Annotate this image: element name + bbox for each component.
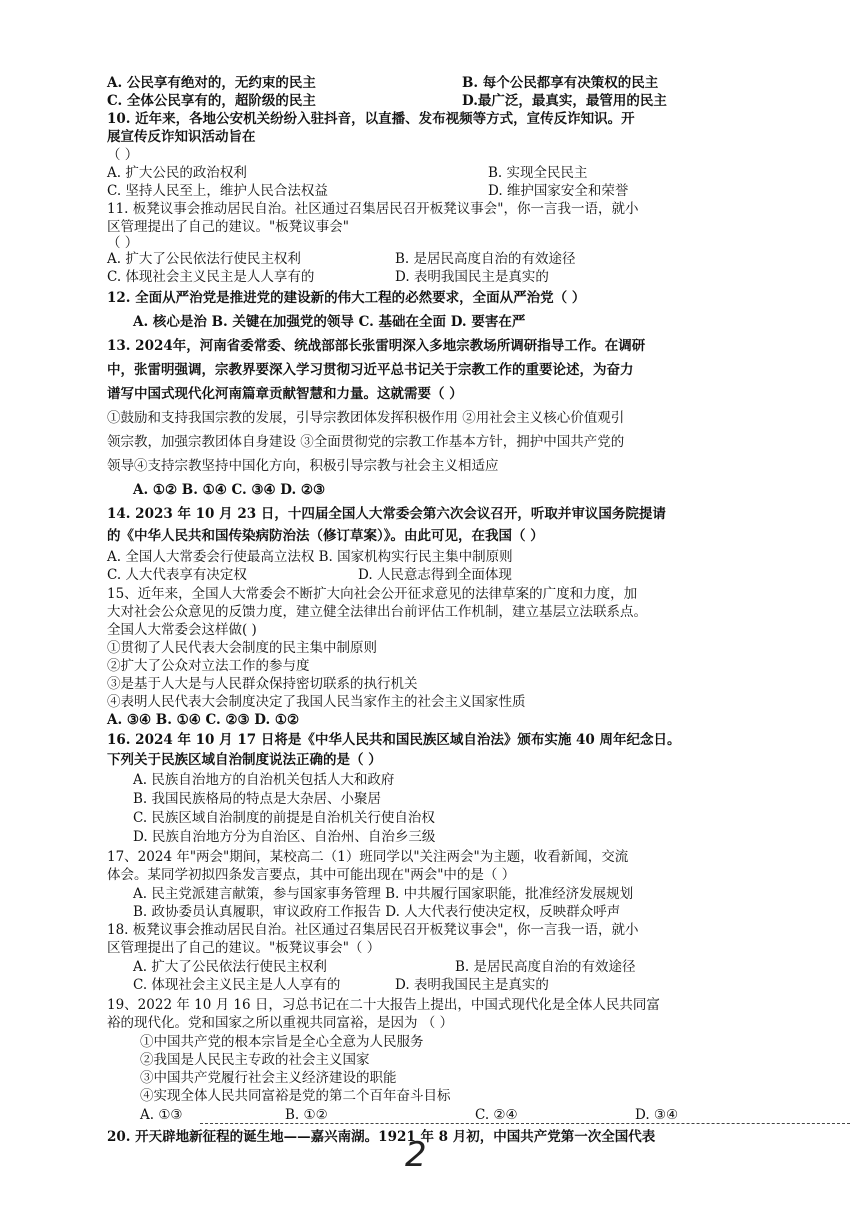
q13-statements-line1: ①鼓励和支持我国宗教的发展，引导宗教团体发挥积极作用 ②用社会主义核心价值观引 [107,410,625,426]
q12-options: A. 核心是治 B. 关键在加强党的领导 C. 基础在全面 D. 要害在严 [133,314,526,330]
q16-stem-line2: 下列关于民族区域自治制度说法正确的是（ ） [107,752,382,768]
q10-option-b: B. 实现全民民主 [488,165,588,181]
q10-option-a: A. 扩大公民的政治权利 [107,165,247,181]
q19-statement-3: ③中国共产党履行社会主义经济建设的职能 [140,1070,397,1086]
q11-stem: 11. 板凳议事会推动居民自治。社区通过召集居民召开板凳议事会"，你一言我一语，就小 [107,201,639,217]
q19-statement-4: ④实现全体人民共同富裕是党的第二个百年奋斗目标 [140,1088,451,1104]
q14-option-c: C. 人大代表享有决定权 [107,567,247,583]
q16-option-b: B. 我国民族格局的特点是大杂居、小聚居 [133,791,382,807]
q12-stem: 12. 全面从严治党是推进党的建设新的伟大工程的必然要求，全面从严治党（ ） [107,290,586,306]
q18-option-a: A. 扩大了公民依法行使民主权利 [133,959,327,975]
q18-stem: 18. 板凳议事会推动居民自治。社区通过召集居民召开板凳议事会"，你一言我一语，就小 [107,922,639,938]
q20-stem: 20. 开天辟地新征程的诞生地——嘉兴南湖。1921 年 8 月初，中国共产党第一次全国代表 [107,1129,656,1145]
dashed-divider [200,1123,850,1124]
q14-option-d: D. 人民意志得到全面体现 [358,567,512,583]
q14-stem-line2: 的《中华人民共和国传染病防治法（修订草案）》。由此可见，在我国（ ） [107,528,544,544]
q19-option-a: A. ①③ [140,1107,183,1123]
q17-stem: 17、2024 年"两会"期间，某校高二（1）班同学以"关注两会"为主题，收看新闻，交流 [107,849,629,865]
q16-stem: 16. 2024 年 10 月 17 日将是《中华人民共和国民族区域自治法》颁布实施 40 周年纪念日。 [107,732,681,748]
q11-option-a: A. 扩大了公民依法行使民主权利 [107,251,301,267]
q17-options-line2: B. 政协委员认真履职，审议政府工作报告 D. 人大代表行使决定权，反映群众呼声 [133,904,621,920]
q15-statement-1: ①贯彻了人民代表大会制度的民主集中制原则 [107,640,377,656]
q13-stem: 13. 2024年，河南省委常委、统战部部长张雷明深入多地宗教场所调研指导工作。在调研 [107,338,646,354]
q19-statement-2: ②我国是人民民主专政的社会主义国家 [140,1052,370,1068]
q14-option-ab: A. 全国人大常委会行使最高立法权 B. 国家机构实行民主集中制原则 [107,549,513,565]
q18-option-c: C. 体现社会主义民主是人人享有的 [133,977,341,993]
q15-stem-line2: 大对社会公众意见的反馈力度，建立健全法律出台前评估工作机制，建立基层立法联系点。 [107,604,647,620]
q11-answer-blank: （ ） [107,235,139,251]
q13-stem-line2: 中，张雷明强调，宗教界要深入学习贯彻习近平总书记关于宗教工作的重要论述，为奋力 [107,362,634,378]
q13-stem-line3: 谱写中国式现代化河南篇章贡献智慧和力量。这就需要（ ） [107,386,463,402]
q18-stem-line2: 区管理提出了自己的建议。"板凳议事会"（ ） [107,940,381,956]
q19-option-b: B. ①② [285,1107,328,1123]
q9-option-d: D.最广泛，最真实，最管用的民主 [462,93,667,109]
q15-stem-line3: 全国人大常委会这样做( ) [107,622,257,638]
q10-option-c: C. 坚持人民至上，维护人民合法权益 [107,183,328,199]
q10-stem-line2: 展宣传反诈知识活动旨在 [107,129,256,145]
q15-stem: 15、近年来，全国人大常委会不断扩大向社会公开征求意见的法律草案的广度和力度，加 [107,586,638,602]
q17-options-line1: A. 民主党派建言献策，参与国家事务管理 B. 中共履行国家职能，批准经济发展规划 [133,886,634,902]
q11-option-c: C. 体现社会主义民主是人人享有的 [107,269,315,285]
q19-stem-line2: 裕的现代化。党和国家之所以重视共同富裕，是因为 （ ） [107,1015,454,1031]
q11-option-b: B. 是居民高度自治的有效途径 [395,251,576,267]
q18-option-d: D. 表明我国民主是真实的 [395,977,549,993]
q16-option-d: D. 民族自治地方分为自治区、自治州、自治乡三级 [133,829,436,845]
q11-stem-line2: 区管理提出了自己的建议。"板凳议事会" [107,219,349,235]
q15-options: A. ③④ B. ①④ C. ②③ D. ①② [107,712,300,728]
q9-option-c: C. 全体公民享有的，超阶级的民主 [107,93,316,109]
q13-statements-line3: 领导④支持宗教坚持中国化方向，积极引导宗教与社会主义相适应 [107,458,499,474]
q10-stem: 10. 近年来，各地公安机关纷纷入驻抖音，以直播、发布视频等方式，宣传反诈知识。开 [107,111,635,127]
q17-stem-line2: 体会。某同学初拟四条发言要点，其中可能出现在"两会"中的是（ ） [107,867,516,883]
q19-stem: 19、2022 年 10 月 16 日，习总书记在二十大报告上提出，中国式现代化是全体人民共同富 [107,997,660,1013]
q13-statements-line2: 领宗教，加强宗教团体自身建设 ③全面贯彻党的宗教工作基本方针，拥护中国共产党的 [107,434,625,450]
q18-option-b: B. 是居民高度自治的有效途径 [455,959,636,975]
q16-option-c: C. 民族区域自治制度的前提是自治机关行使自治权 [133,810,435,826]
q19-option-c: C. ②④ [475,1107,518,1123]
q19-option-d: D. ③④ [635,1107,679,1123]
q9-option-a: A. 公民享有绝对的，无约束的民主 [107,75,316,91]
q16-option-a: A. 民族自治地方的自治机关包括人大和政府 [133,772,395,788]
q10-option-d: D. 维护国家安全和荣誉 [488,183,629,199]
q11-option-d: D. 表明我国民主是真实的 [395,269,549,285]
q15-statement-3: ③是基于人大是与人民群众保持密切联系的执行机关 [107,676,418,692]
q13-options: A. ①② B. ①④ C. ③④ D. ②③ [133,482,326,498]
page-number: 2 [405,1135,427,1175]
q15-statement-4: ④表明人民代表大会制度决定了我国人民当家作主的社会主义国家性质 [107,694,526,710]
q10-answer-blank: （ ） [107,147,139,163]
q19-statement-1: ①中国共产党的根本宗旨是全心全意为人民服务 [140,1034,424,1050]
q15-statement-2: ②扩大了公众对立法工作的参与度 [107,658,310,674]
q14-stem: 14. 2023 年 10 月 23 日，十四届全国人大常委会第六次会议召开，听取并审议国务院提请 [107,506,666,522]
q9-option-b: B. 每个公民都享有决策权的民主 [462,75,659,91]
